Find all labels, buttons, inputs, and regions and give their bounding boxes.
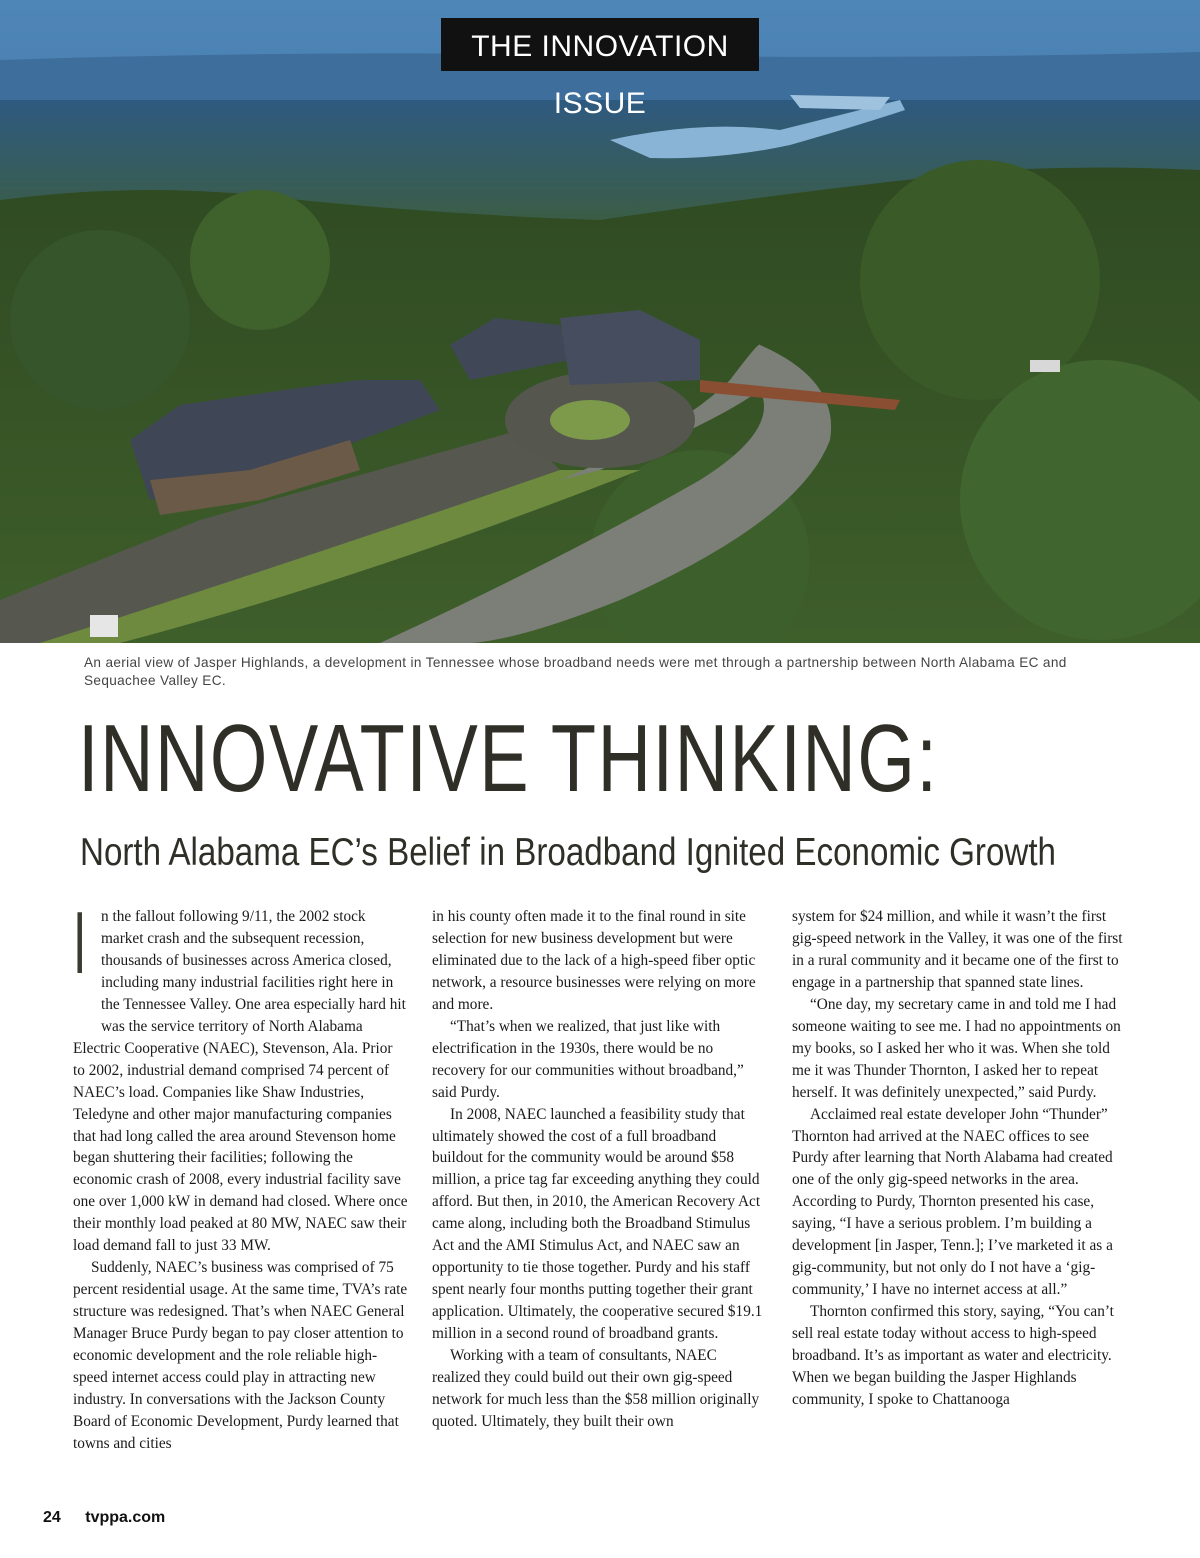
article-paragraph: system for $24 million, and while it wasn’t the first gig-speed network in the Valley, it was one of the first in a rural community and it became one of the first to engage in a partnership that spanned state lines. xyxy=(792,908,1123,991)
page-number: 24 xyxy=(43,1509,61,1526)
article-paragraph: “One day, my secretary came in and told me I had someone waiting to see me. I had no appointments on my books, so I asked her who it was. When she told me it was Thunder Thornton, I asked her to repeat herself. It was definitely unexpected,” said Purdy. xyxy=(792,995,1121,1101)
article-subhead: North Alabama EC’s Belief in Broadband Ignited Economic Growth xyxy=(80,831,1056,874)
page-footer xyxy=(43,1509,185,1527)
article-headline: INNOVATIVE THINKING: xyxy=(78,705,939,812)
article-column-3 xyxy=(792,906,1128,1411)
photo-caption: An aerial view of Jasper Highlands, a development in Tennessee whose broadband needs were met through a partnership between North Alabama EC and Sequachee Valley EC. xyxy=(84,655,1067,688)
drop-cap: I xyxy=(73,893,87,992)
article-paragraph: Thornton confirmed this story, saying, “You can’t sell real estate today without access to high-speed broadband. It’s as important as water and electricity. When we began building the Jasper Highlands community, I spoke to Chattanooga xyxy=(792,1303,1114,1408)
article-paragraph: in his county often made it to the final round in site selection for new business development but were eliminated due to the lack of a high-speed fiber optic network, a resource businesses were relying on more and more. xyxy=(432,908,756,1013)
article-column-1 xyxy=(73,893,408,1455)
site-link[interactable]: tvppa.com xyxy=(85,1509,166,1526)
article-paragraph: Acclaimed real estate developer John “Thunder” Thornton had arrived at the NAEC offices to see Purdy after learning that North Alabama had created one of the only gig-speed networks in the area. According to Purdy, Thornton presented his case, saying, “I have a serious problem. I’m building a development [in Jasper, Tenn.]; I’ve marketed it as a gig-community, but not only do I not have a ‘gig-community,’ I have no internet access at all.” xyxy=(792,1105,1113,1299)
article-paragraph: Working with a team of consultants, NAEC realized they could build out their own gig-speed network for much less than the $58 million originally quoted. Ultimately, they built their own xyxy=(432,1347,760,1430)
issue-banner: THE INNOVATION ISSUE xyxy=(441,18,759,71)
article-paragraph: In 2008, NAEC launched a feasibility study that ultimately showed the cost of a full broadband buildout for the community would be around $58 million, a price tag far exceeding anything they could afford. But then, in 2010, the American Recovery Act came along, including both the Broadband Stimulus Act and the AMI Stimulus Act, and NAEC saw an opportunity to tie those together. Purdy and his staff spent nearly four months putting together their grant application. Ultimately, the cooperative secured $19.1 million in a second round of broadband grants. xyxy=(432,1105,763,1343)
article-paragraph: Suddenly, NAEC’s business was comprised of 75 percent residential usage. At the same time, TVA’s rate structure was redesigned. That’s when NAEC General Manager Bruce Purdy began to pay closer attention to economic development and the role reliable high-speed internet access could play in attracting new industry. In conversations with the Jackson County Board of Economic Development, Purdy learned that towns and cities xyxy=(73,1259,408,1452)
article-column-2 xyxy=(432,906,768,1433)
article-paragraph: n the fallout following 9/11, the 2002 stock market crash and the subsequent recession, thousands of businesses across America closed, including many industrial facilities right here in the Tennessee Valley. One area especially hard hit was the service territory of North Alabama Electric Cooperative (NAEC), Stevenson, Ala. Prior to 2002, industrial demand comprised 74 percent of NAEC’s load. Companies like Shaw Industries, Teledyne and other major manufacturing companies that had long called the area around Stevenson home began shuttering their facilities; following the economic crash of 2008, every industrial facility save one over 1,000 kW in demand had closed. Where once their monthly load peaked at 80 MW, NAEC saw their load demand fall to just 33 MW. xyxy=(73,908,408,1255)
article-paragraph: “That’s when we realized, that just like with electrification in the 1930s, there would be no recovery for our communities without broadband,” said Purdy. xyxy=(432,1017,744,1101)
